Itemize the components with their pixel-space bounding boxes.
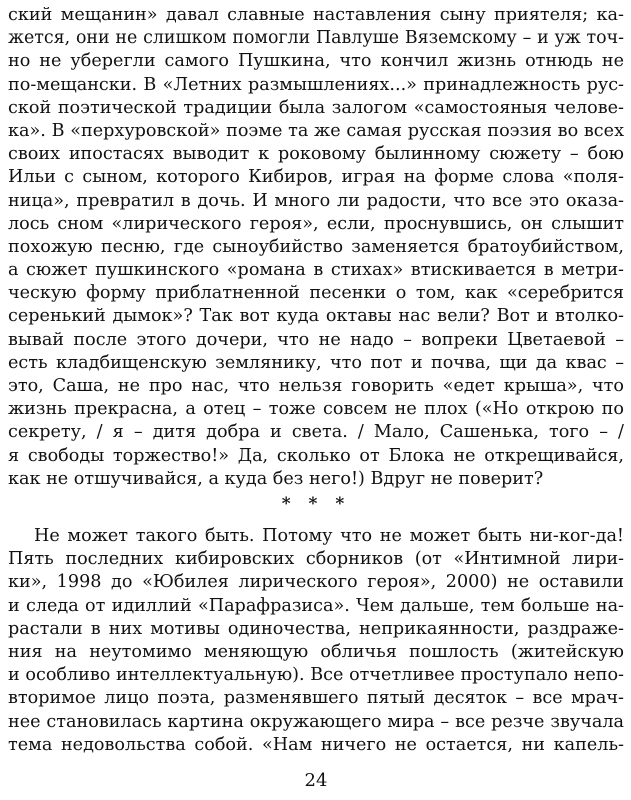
text-line: я свободы торжество!» Да, сколько от Блока не открещивайся, [8, 445, 624, 466]
text-line: растали в них мотивы одиночества, неприкаянности, раздраже- [8, 618, 624, 639]
text-line: нее становилась картина окружающего мира – все резче звучала [8, 711, 624, 732]
text-line: похожую песню, где сыноубийство заменяется братоубийством, [8, 236, 624, 257]
text-line: есть кладбищенскую землянику, что пот и почва, щи да квас – [8, 352, 624, 373]
text-line: Пять последних кибировских сборников (от «Интимной лири- [8, 549, 624, 570]
text-line: секрету, / я – дитя добра и света. / Мало, Сашенька, того – / [8, 422, 624, 443]
text-line: ки», 1998 до «Юбилея лирического героя», 2000) не оставили [8, 572, 624, 593]
text-line: Ильи с сыном, которого Кибиров, играя на форме слова «поля- [8, 167, 624, 188]
text-line: серенький дымок»? Так вот куда октавы нас вели? Вот и втолко- [8, 306, 624, 327]
text-line: жизнь прекрасна, а отец – тоже совсем не плох («Но открою по [8, 399, 624, 420]
text-line: жется, они не слишком помогли Павлуше Вяземскому – и уж точ- [8, 28, 624, 49]
text-line: по-мещански. В «Летних размышлениях...» принадлежность рус- [8, 74, 624, 95]
text-line: ческую форму приблатненной песенки о том, как «серебрится [8, 283, 624, 304]
text-line: лось сном «лирического героя», если, проснувшись, он слышит [8, 213, 624, 234]
text-line: и следа от идиллий «Парафразиса». Чем дальше, тем больше на- [8, 595, 624, 616]
text-line: ской поэтической традиции была залогом «самостояныя челове- [8, 97, 624, 118]
text-line: своих ипостасях выводит к роковому былинному сюжету – бою [8, 144, 624, 165]
text-line: но не уберегли самого Пушкина, что кончил жизнь отнюдь не [8, 51, 624, 72]
book-page [8, 4, 624, 796]
text-line: вторимое лицо поэта, разменявшего пятый десяток – все мрач- [8, 688, 624, 709]
text-line: это, Саша, не про нас, что нельзя говорить «едет крыша», что [8, 376, 624, 396]
text-line: ница», превратил в дочь. И много ли радости, что все это оказа- [8, 190, 624, 211]
text-line: Не может такого быть. Потому что не может быть ни-ког-да! [34, 526, 624, 546]
text-line: как не отшучивайся, а куда без него!) Вдруг не поверит? [8, 468, 544, 489]
text-line: а сюжет пушкинского «романа в стихах» втискивается в метри- [8, 260, 624, 281]
paragraph-1 [8, 4, 624, 491]
text-line: ния на неутомимо меняющую обличья пошлость (житейскую [8, 641, 624, 662]
text-line: тема недовольства собой. «Нам ничего не остается, ни капель- [8, 734, 624, 755]
section-separator: * * * [281, 494, 351, 514]
paragraph-2 [8, 525, 624, 757]
text-line: вывай после этого дочери, что не надо – вопреки Цветаевой – [8, 329, 624, 350]
text-line: ский мещанин» давал славные наставления сыну приятеля; ка- [8, 5, 624, 25]
text-line: ка». В «перхуровской» поэме та же самая русская поэзия во всех [8, 120, 624, 141]
page-number: 24 [304, 770, 328, 791]
text-line: и особливо интеллектуальную). Все отчетливее проступало непо- [8, 665, 624, 686]
